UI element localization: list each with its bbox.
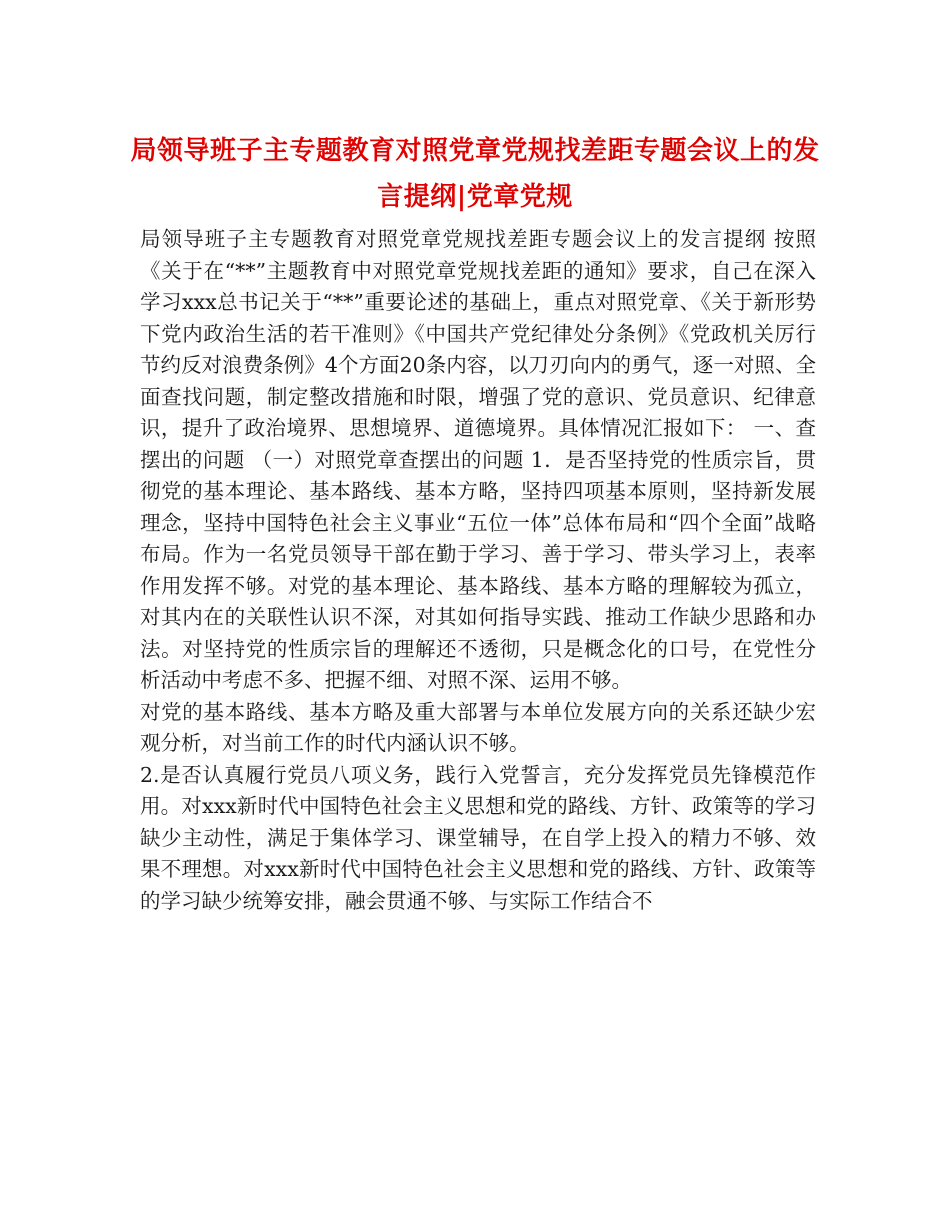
document-title: 局领导班子主专题教育对照党章党规找差距专题会议上的发言提纲|党章党规 (130, 136, 820, 212)
body-paragraph-1: 局领导班子主专题教育对照党章党规找差距专题会议上的发言提纲 按照《关于在“**”主题教育中对照党章党规找差距的通知》要求，自己在深入学习xxx总书记关于“**”重要论述的基础上，重点对照党章、《关于新形势下党内政治生活的若干准则》《中国共产党纪律处分条例》《党政机关厉行节约反对浪费条例》4个方面20条内容，以刀刃向内的勇气，逐一对照、全面查找问题，制定整改措施和时限，增强了党的意识、党员意识、纪律意识，提升了政治境界、思想境界、道德境界。具体情况汇报如下： 一、查摆出的问题 （一）对照党章查摆出的问题 1．是否坚持党的性质宗旨，贯彻党的基本理论、基本路线、基本方略，坚持四项基本原则，坚持新发展理念，坚持中国特色社会主义事业“五位一体”总体布局和“四个全面”战略布局。作为一名党员领导干部在勤于学习、善于学习、带头学习上，表率作用发挥不够。对党的基本理论、基本路线、基本方略的理解较为孤立，对其内在的关联性认识不深，对其如何指导实践、推动工作缺少思路和办法。对坚持党的性质宗旨的理解还不透彻，只是概念化的口号，在党性分析活动中考虑不多、把握不细、对照不深、运用不够。 (140, 227, 816, 692)
body-paragraph-2: 对党的基本路线、基本方略及重大部署与本单位发展方向的关系还缺少宏观分析，对当前工作的时代内涵认识不够。 (140, 699, 816, 755)
body-paragraph-3: 2.是否认真履行党员八项义务，践行入党誓言，充分发挥党员先锋模范作用。对xxx新时代中国特色社会主义思想和党的路线、方针、政策等的学习缺少主动性，满足于集体学习、课堂辅导，在自学上投入的精力不够、效果不理想。对xxx新时代中国特色社会主义思想和党的路线、方针、政策等的学习缺少统筹安排，融会贯通不够、与实际工作结合不 (140, 762, 816, 913)
document-body (140, 224, 816, 917)
